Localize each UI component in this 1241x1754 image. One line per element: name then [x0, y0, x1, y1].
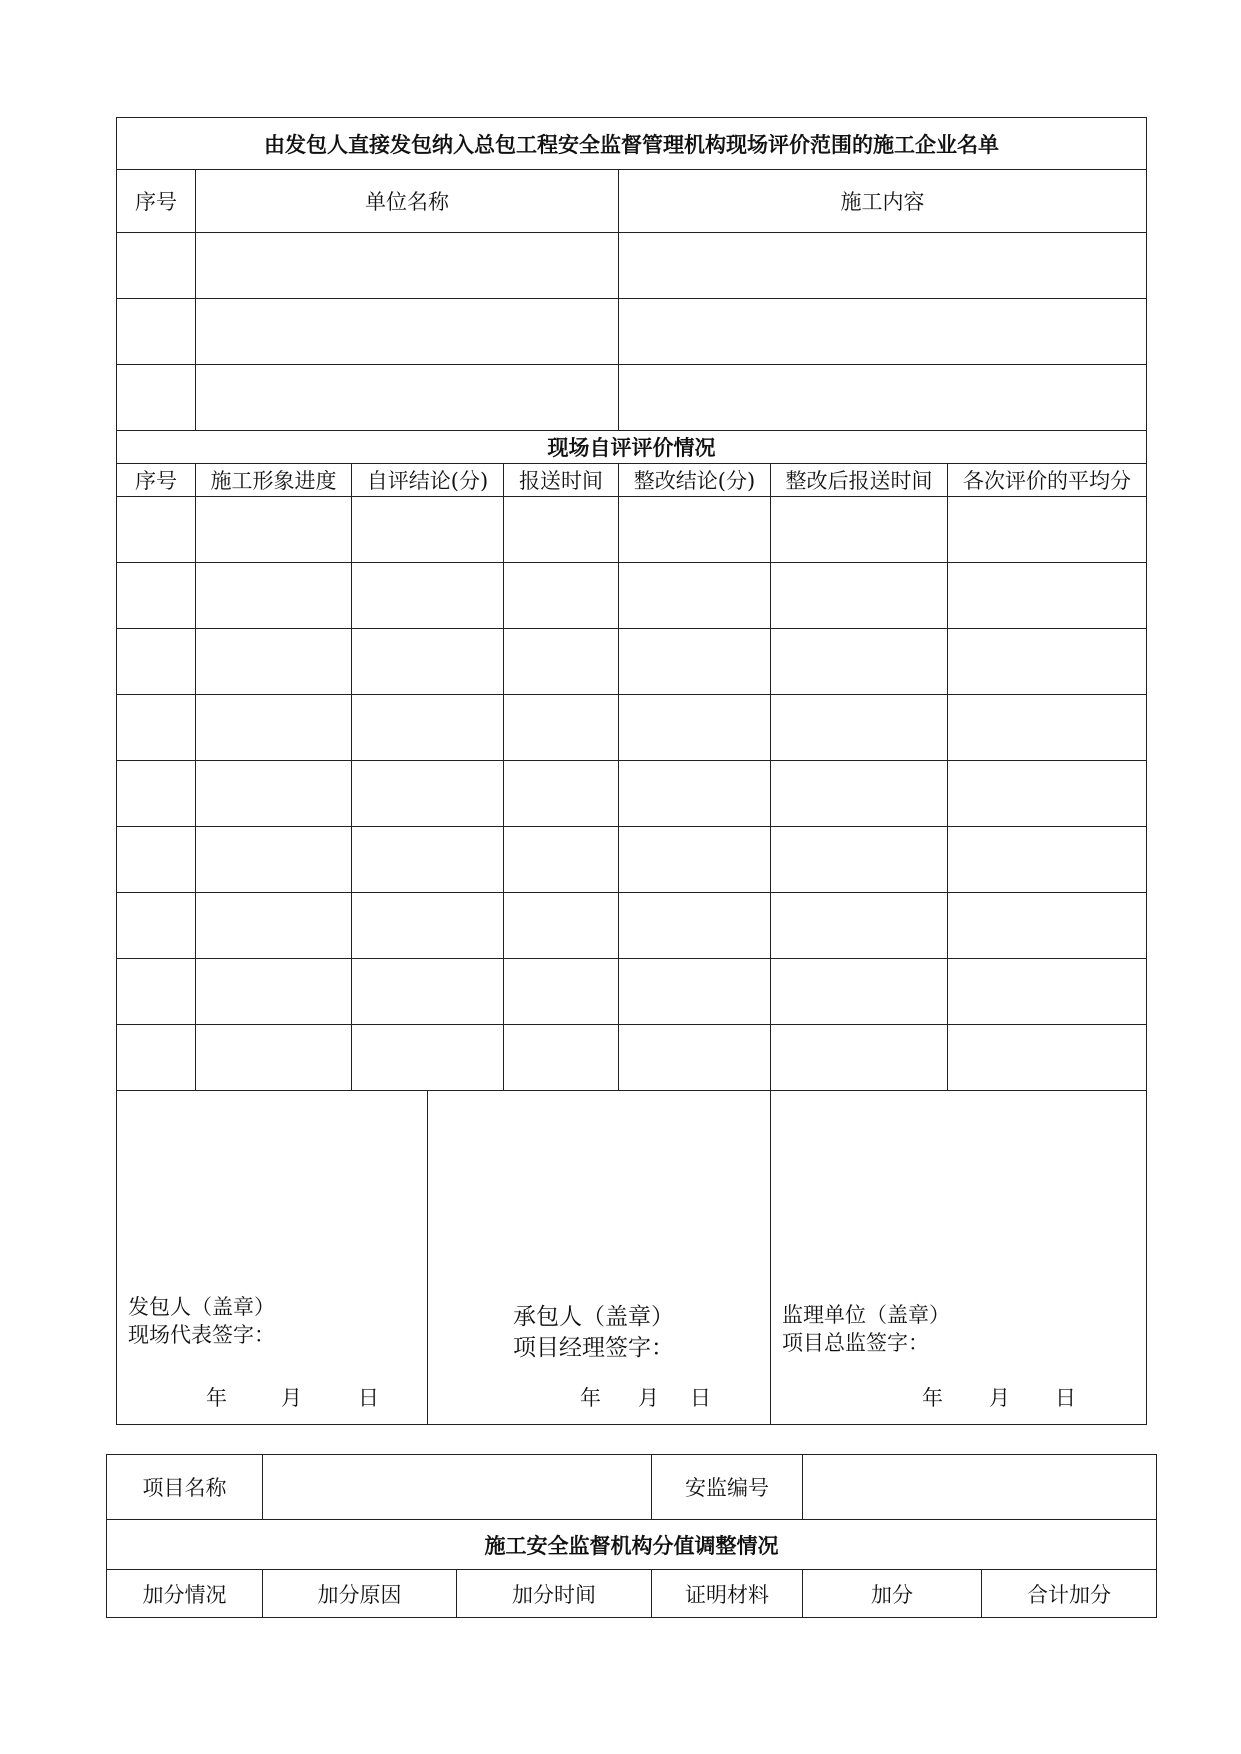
cell[interactable] — [196, 1025, 352, 1091]
adjustment-header-row — [107, 1570, 1157, 1618]
cell[interactable] — [352, 563, 504, 629]
header-bonus-reason: 加分原因 — [263, 1570, 457, 1618]
cell[interactable] — [117, 695, 196, 761]
cell[interactable] — [771, 629, 948, 695]
cell[interactable] — [504, 1025, 619, 1091]
cell[interactable] — [196, 695, 352, 761]
table-row — [117, 695, 1147, 761]
cell[interactable] — [948, 761, 1147, 827]
employer-signature-cell[interactable] — [117, 1091, 428, 1425]
cell[interactable] — [504, 893, 619, 959]
cell[interactable] — [352, 497, 504, 563]
project-name-field[interactable] — [263, 1455, 652, 1520]
year-label: 年 — [580, 1386, 601, 1410]
section1-title: 由发包人直接发包纳入总包工程安全监督管理机构现场评价范围的施工企业名单 — [117, 118, 1147, 170]
year-label: 年 — [206, 1386, 227, 1410]
table-row — [117, 761, 1147, 827]
header-seq: 序号 — [117, 464, 196, 497]
cell[interactable] — [771, 893, 948, 959]
adjustment-title: 施工安全监督机构分值调整情况 — [107, 1520, 1157, 1570]
header-construction-content: 施工内容 — [619, 170, 1147, 233]
cell[interactable] — [352, 761, 504, 827]
cell[interactable] — [948, 827, 1147, 893]
header-bonus-time: 加分时间 — [457, 1570, 652, 1618]
cell[interactable] — [771, 695, 948, 761]
cell[interactable] — [504, 629, 619, 695]
cell[interactable] — [771, 959, 948, 1025]
header-bonus-points: 加分 — [803, 1570, 982, 1618]
cell[interactable] — [619, 563, 771, 629]
cell[interactable] — [619, 1025, 771, 1091]
content-cell[interactable] — [619, 233, 1147, 299]
cell[interactable] — [619, 629, 771, 695]
seq-cell[interactable] — [117, 233, 196, 299]
content-cell[interactable] — [619, 299, 1147, 365]
section1-header-row — [117, 170, 1147, 233]
day-label: 日 — [1055, 1386, 1076, 1410]
seq-cell[interactable] — [117, 365, 196, 431]
header-self-eval: 自评结论(分) — [352, 464, 504, 497]
cell[interactable] — [504, 761, 619, 827]
cell[interactable] — [948, 497, 1147, 563]
cell[interactable] — [948, 563, 1147, 629]
cell[interactable] — [771, 761, 948, 827]
employer-rep-sign-label: 现场代表签字： — [128, 1323, 275, 1347]
cell[interactable] — [117, 893, 196, 959]
unit-name-cell[interactable] — [196, 299, 619, 365]
cell[interactable] — [117, 1025, 196, 1091]
project-name-label: 项目名称 — [107, 1455, 263, 1520]
cell[interactable] — [771, 1025, 948, 1091]
cell[interactable] — [504, 563, 619, 629]
cell[interactable] — [352, 629, 504, 695]
cell[interactable] — [948, 629, 1147, 695]
seq-cell[interactable] — [117, 299, 196, 365]
table-row — [117, 299, 1147, 365]
cell[interactable] — [196, 629, 352, 695]
cell[interactable] — [504, 827, 619, 893]
signature-row — [117, 1091, 1147, 1425]
cell[interactable] — [771, 827, 948, 893]
cell[interactable] — [117, 497, 196, 563]
cell[interactable] — [619, 497, 771, 563]
month-label: 月 — [638, 1386, 659, 1410]
header-seq: 序号 — [117, 170, 196, 233]
header-report-time: 报送时间 — [504, 464, 619, 497]
section2-title: 现场自评评价情况 — [117, 431, 1147, 464]
content-cell[interactable] — [619, 365, 1147, 431]
cell[interactable] — [117, 827, 196, 893]
table-row — [117, 563, 1147, 629]
cell[interactable] — [504, 497, 619, 563]
contractor-seal-label: 承包人（盖章） — [513, 1304, 674, 1330]
cell[interactable] — [352, 959, 504, 1025]
cell[interactable] — [196, 497, 352, 563]
year-label: 年 — [922, 1386, 943, 1410]
header-rectify-report-time: 整改后报送时间 — [771, 464, 948, 497]
cell[interactable] — [196, 563, 352, 629]
main-form-table — [116, 117, 1147, 1425]
safety-no-label: 安监编号 — [652, 1455, 803, 1520]
cell[interactable] — [117, 629, 196, 695]
header-total-bonus: 合计加分 — [982, 1570, 1157, 1618]
cell[interactable] — [352, 1025, 504, 1091]
section2-header-row — [117, 464, 1147, 497]
cell[interactable] — [948, 893, 1147, 959]
safety-no-field[interactable] — [803, 1455, 1157, 1520]
cell[interactable] — [948, 695, 1147, 761]
cell[interactable] — [196, 761, 352, 827]
cell[interactable] — [196, 893, 352, 959]
header-bonus-status: 加分情况 — [107, 1570, 263, 1618]
cell[interactable] — [352, 827, 504, 893]
supervisor-seal-label: 监理单位（盖章） — [782, 1303, 950, 1327]
unit-name-cell[interactable] — [196, 233, 619, 299]
header-average-score: 各次评价的平均分 — [948, 464, 1147, 497]
header-rectify-result: 整改结论(分) — [619, 464, 771, 497]
cell[interactable] — [196, 959, 352, 1025]
month-label: 月 — [281, 1386, 302, 1410]
table-row — [117, 827, 1147, 893]
unit-name-cell[interactable] — [196, 365, 619, 431]
cell[interactable] — [948, 1025, 1147, 1091]
supervisor-signature-cell[interactable] — [771, 1091, 1147, 1425]
cell[interactable] — [619, 695, 771, 761]
cell[interactable] — [117, 959, 196, 1025]
header-proof-material: 证明材料 — [652, 1570, 803, 1618]
contractor-signature-cell[interactable] — [428, 1091, 771, 1425]
cell[interactable] — [771, 563, 948, 629]
table-row — [117, 959, 1147, 1025]
cell[interactable] — [504, 695, 619, 761]
table-row — [117, 365, 1147, 431]
header-progress: 施工形象进度 — [196, 464, 352, 497]
cell[interactable] — [948, 959, 1147, 1025]
header-unit-name: 单位名称 — [196, 170, 619, 233]
cell[interactable] — [619, 827, 771, 893]
table-row — [117, 893, 1147, 959]
cell[interactable] — [352, 695, 504, 761]
cell[interactable] — [619, 959, 771, 1025]
contractor-pm-sign-label: 项目经理签字： — [513, 1335, 674, 1361]
cell[interactable] — [619, 893, 771, 959]
cell[interactable] — [504, 959, 619, 1025]
cell[interactable] — [117, 761, 196, 827]
day-label: 日 — [358, 1386, 379, 1410]
cell[interactable] — [196, 827, 352, 893]
month-label: 月 — [989, 1386, 1010, 1410]
table-row — [117, 1025, 1147, 1091]
cell[interactable] — [352, 893, 504, 959]
adjustment-table — [106, 1454, 1157, 1618]
cell[interactable] — [117, 563, 196, 629]
day-label: 日 — [690, 1386, 711, 1410]
table-row — [117, 497, 1147, 563]
table-row — [117, 233, 1147, 299]
cell[interactable] — [619, 761, 771, 827]
supervisor-chief-sign-label: 项目总监签字： — [782, 1331, 929, 1355]
table-row — [117, 629, 1147, 695]
employer-seal-label: 发包人（盖章） — [128, 1295, 275, 1319]
cell[interactable] — [771, 497, 948, 563]
